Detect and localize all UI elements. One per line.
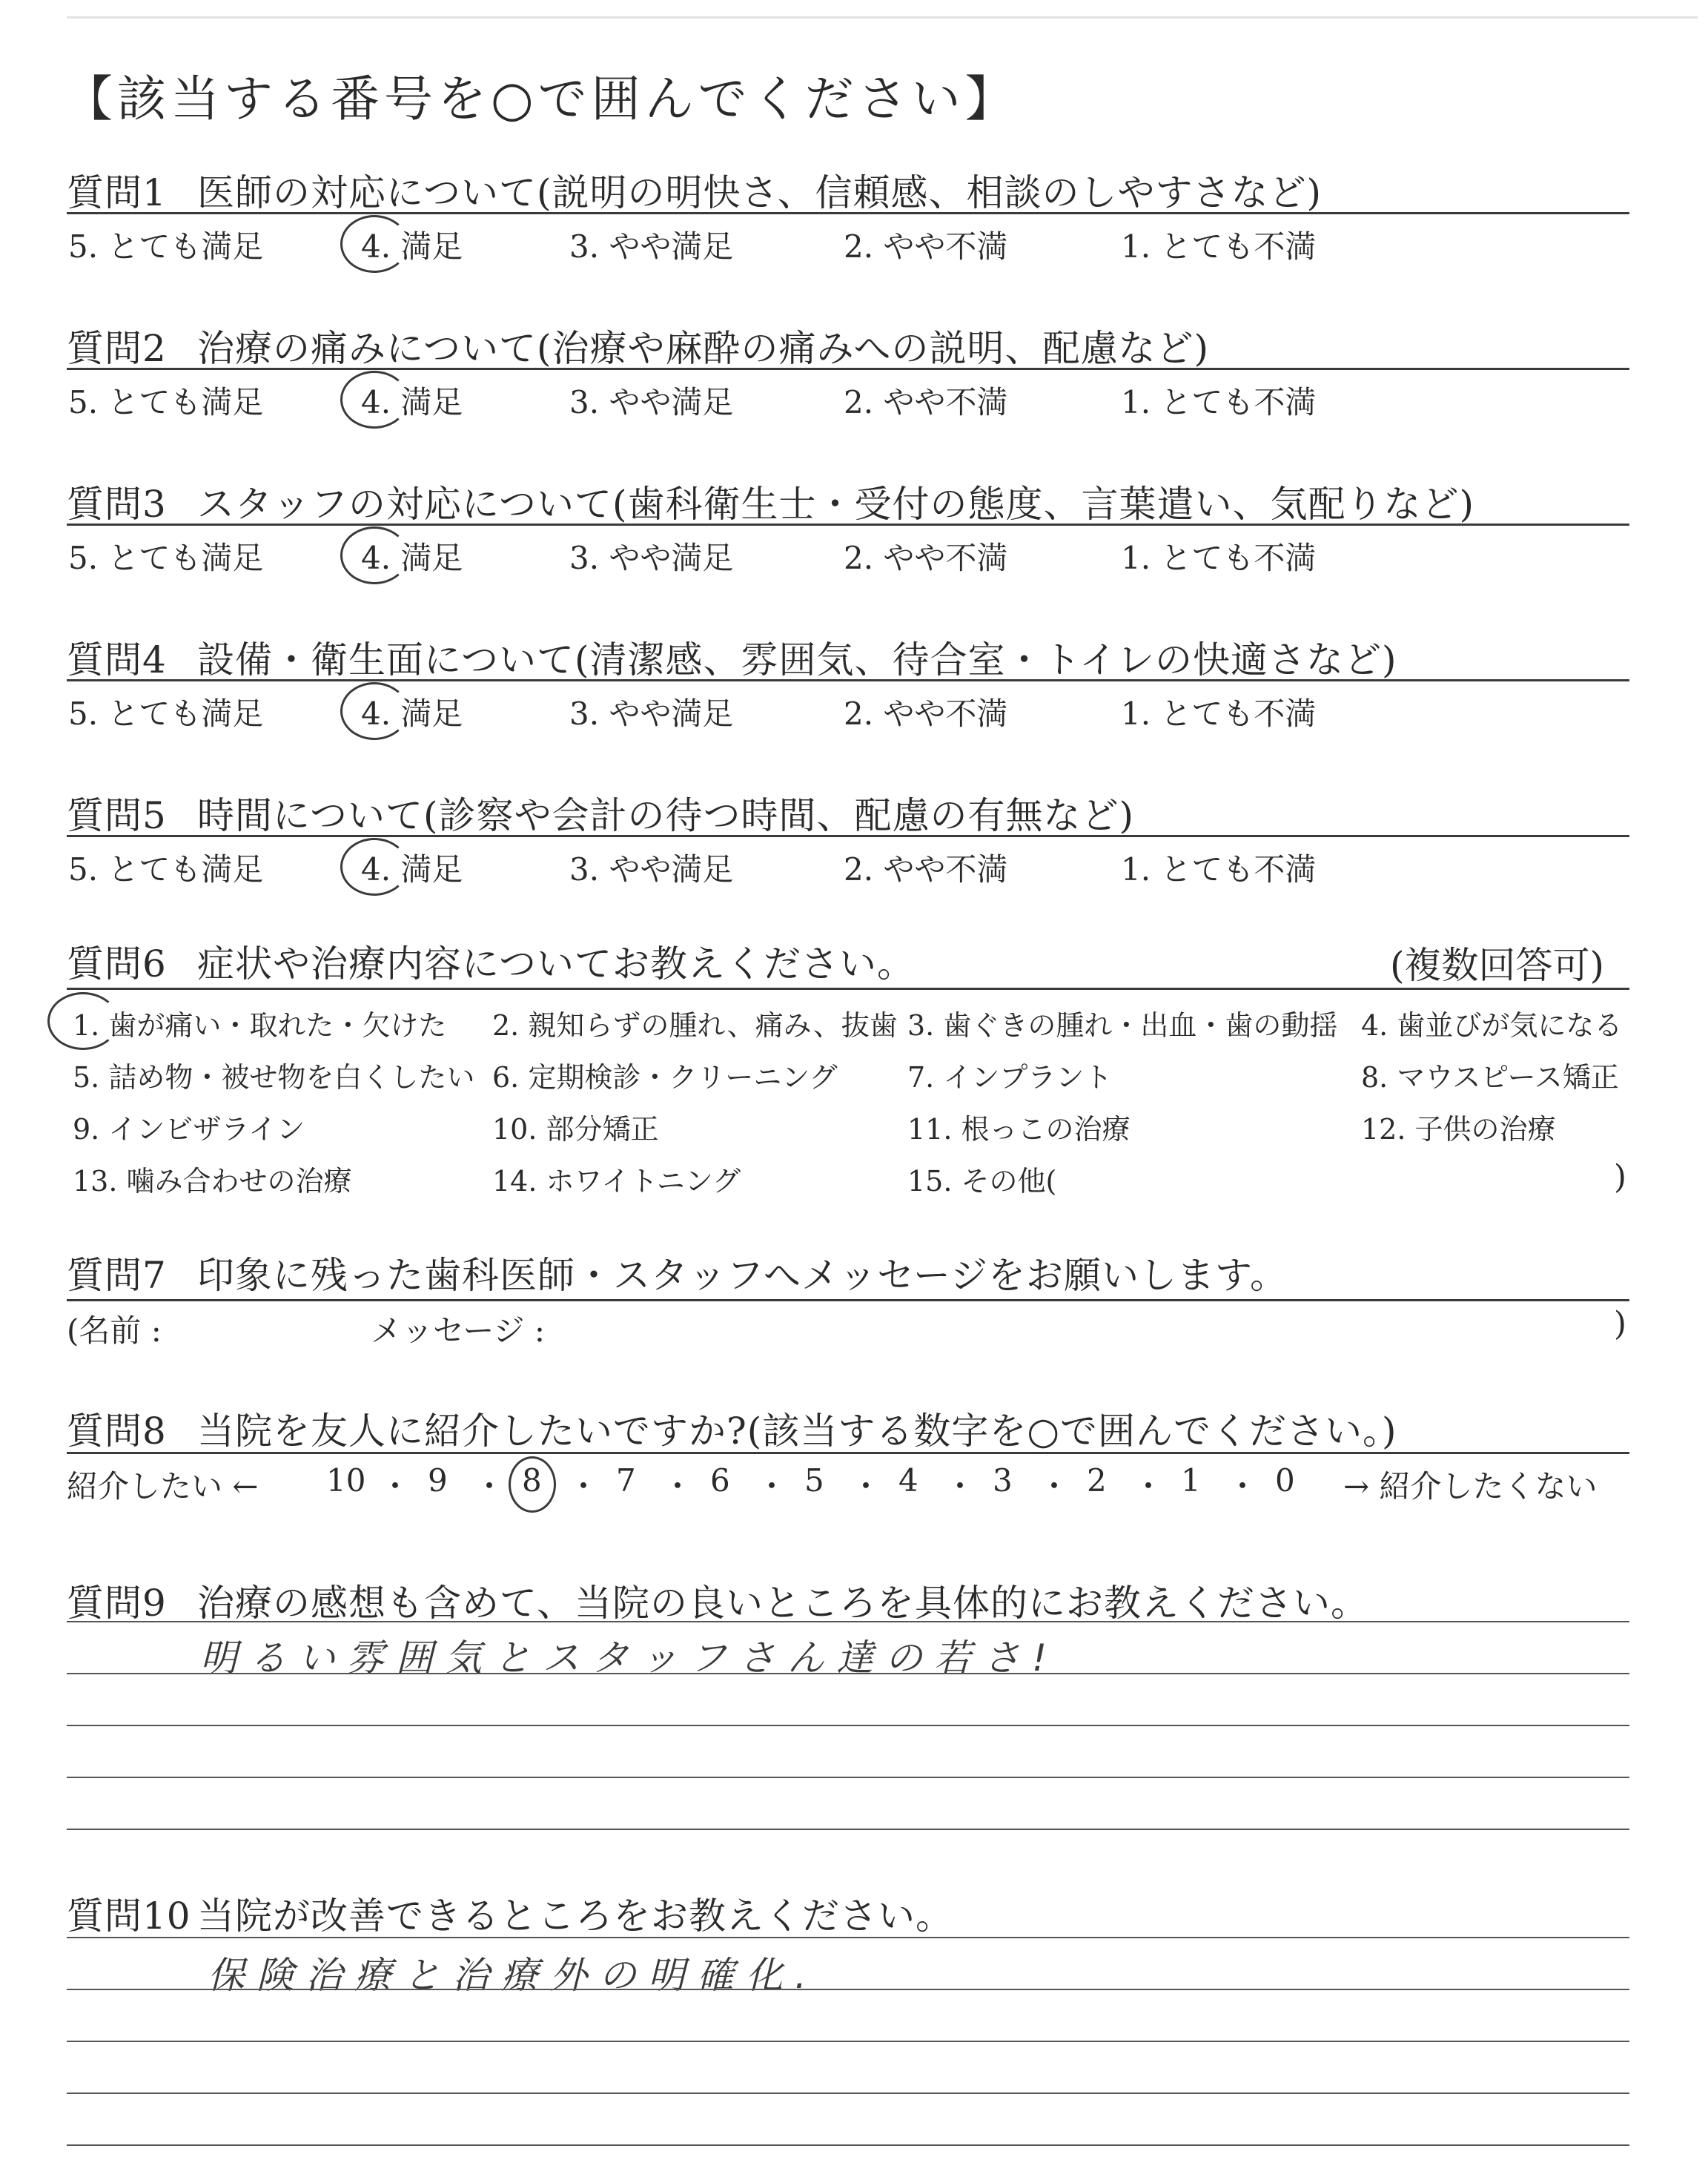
q8-separator-dot: ・ — [568, 1468, 600, 1505]
q4-title — [67, 630, 1397, 684]
q7-title — [67, 1246, 1288, 1299]
q10-line-2 — [67, 1989, 1629, 1990]
q7-close-paren: ) — [1613, 1305, 1626, 1343]
q8-separator-dot: ・ — [474, 1468, 506, 1505]
q10-line-4 — [67, 2093, 1629, 2094]
q6-text: 症状や治療内容についてお教えください。 — [197, 942, 915, 985]
q2-text: 治療の痛みについて(治療や麻酔の痛みへの説明、配慮など) — [197, 327, 1210, 370]
q10-handwritten-answer: 保険治療と治療外の明確化. — [208, 1954, 818, 1997]
q3-number: 質問3 — [67, 483, 167, 526]
q9-line-5 — [67, 1829, 1629, 1830]
q1-title — [67, 163, 1322, 217]
q8-scale-9[interactable]: 9 — [428, 1462, 448, 1499]
q8-scale-0[interactable]: 0 — [1275, 1462, 1295, 1499]
q4-option-2[interactable]: 2. やや不満 — [844, 696, 1008, 732]
q3-option-3[interactable]: 3. やや満足 — [569, 540, 734, 576]
q4-selection-circle — [340, 682, 408, 740]
q9-line-4 — [67, 1777, 1629, 1778]
q3-title — [67, 475, 1474, 528]
q6-number: 質問6 — [67, 942, 167, 985]
q10-line-5 — [67, 2144, 1629, 2146]
q4-option-5[interactable]: 5. とても満足 — [68, 696, 264, 732]
q4-option-4[interactable]: 4. 満足 — [361, 696, 463, 732]
q3-option-5[interactable]: 5. とても満足 — [68, 540, 264, 576]
q5-title — [67, 786, 1134, 839]
q6-option-5[interactable]: 5. 詰め物・被せ物を白くしたい — [73, 1061, 475, 1094]
q7-rule — [67, 1299, 1629, 1301]
q8-separator-dot: ・ — [1133, 1468, 1165, 1505]
q6-option-4[interactable]: 4. 歯並びが気になる — [1361, 1009, 1623, 1042]
q6-note: (複数回答可) — [1389, 944, 1604, 987]
q5-option-2[interactable]: 2. やや不満 — [844, 851, 1008, 888]
q9-handwritten-answer: 明るい雰囲気とスタッフさん達の若さ! — [200, 1636, 1059, 1680]
q6-option-1[interactable]: 1. 歯が痛い・取れた・欠けた — [73, 1009, 447, 1042]
q8-scale-5[interactable]: 5 — [804, 1462, 824, 1499]
q9-line-1 — [67, 1621, 1629, 1622]
q8-scale-3[interactable]: 3 — [993, 1462, 1013, 1499]
q7-name-label: (名前 : — [67, 1312, 162, 1349]
q8-separator-dot: ・ — [944, 1468, 976, 1505]
q2-option-3[interactable]: 3. やや満足 — [569, 384, 734, 420]
q3-rule — [67, 524, 1629, 526]
q7-number: 質問7 — [67, 1254, 167, 1297]
q1-text: 医師の対応について(説明の明快さ、信頼感、相談のしやすさなど) — [197, 171, 1323, 214]
q2-option-5[interactable]: 5. とても満足 — [68, 384, 264, 420]
q2-option-1[interactable]: 1. とても不満 — [1121, 384, 1317, 420]
q6-option-6[interactable]: 6. 定期検診・クリーニング — [492, 1061, 838, 1094]
q5-option-5[interactable]: 5. とても満足 — [68, 851, 264, 888]
q6-option-13[interactable]: 13. 噛み合わせの治療 — [73, 1165, 352, 1198]
q6-rule — [67, 988, 1629, 990]
q1-option-2[interactable]: 2. やや不満 — [844, 228, 1008, 265]
q4-option-1[interactable]: 1. とても不満 — [1121, 696, 1317, 732]
q4-number: 質問4 — [67, 638, 167, 681]
q7-text: 印象に残った歯科医師・スタッフへメッセージをお願いします。 — [197, 1254, 1288, 1297]
q3-text: スタッフの対応について(歯科衛生士・受付の態度、言葉遣い、気配りなど) — [197, 483, 1475, 526]
q6-option-14[interactable]: 14. ホワイトニング — [492, 1165, 741, 1198]
q1-option-1[interactable]: 1. とても不満 — [1121, 228, 1317, 265]
top-divider — [67, 16, 1698, 19]
q3-option-4[interactable]: 4. 満足 — [361, 540, 463, 576]
q8-separator-dot: ・ — [1039, 1468, 1070, 1505]
q8-scale-2[interactable]: 2 — [1087, 1462, 1107, 1499]
q6-option-11[interactable]: 11. 根っこの治療 — [907, 1113, 1131, 1146]
q3-selection-circle — [340, 526, 408, 584]
q8-selection-circle — [509, 1456, 556, 1513]
q8-left-label: 紹介したい ← — [67, 1468, 259, 1505]
q8-scale-7[interactable]: 7 — [616, 1462, 636, 1499]
q9-number: 質問9 — [67, 1582, 167, 1625]
q5-option-1[interactable]: 1. とても不満 — [1121, 851, 1317, 888]
q8-separator-dot: ・ — [850, 1468, 882, 1505]
q6-option-8[interactable]: 8. マウスピース矯正 — [1361, 1061, 1619, 1094]
q8-scale-4[interactable]: 4 — [898, 1462, 918, 1499]
q2-option-2[interactable]: 2. やや不満 — [844, 384, 1008, 420]
q8-number: 質問8 — [67, 1410, 167, 1453]
q8-scale-1[interactable]: 1 — [1181, 1462, 1201, 1499]
q1-option-5[interactable]: 5. とても満足 — [68, 228, 264, 265]
q2-number: 質問2 — [67, 327, 167, 370]
q8-separator-dot: ・ — [380, 1468, 411, 1505]
q10-number: 質問10 — [67, 1895, 191, 1938]
q6-other-close-paren: ) — [1613, 1158, 1626, 1196]
q6-option-12[interactable]: 12. 子供の治療 — [1361, 1113, 1556, 1146]
q1-option-4[interactable]: 4. 満足 — [361, 228, 463, 265]
q8-right-label: → 紹介したくない — [1343, 1468, 1598, 1505]
q8-scale-8[interactable]: 8 — [522, 1462, 542, 1499]
q2-option-4[interactable]: 4. 満足 — [361, 384, 463, 420]
q6-option-9[interactable]: 9. インビザライン — [73, 1113, 305, 1146]
q10-title — [67, 1886, 953, 1940]
q8-scale-10[interactable]: 10 — [326, 1462, 366, 1499]
q6-title — [67, 934, 915, 988]
q1-selection-circle — [340, 215, 408, 273]
q2-title — [67, 319, 1209, 372]
q5-rule — [67, 835, 1629, 837]
q8-scale-6[interactable]: 6 — [710, 1462, 730, 1499]
q9-line-2 — [67, 1673, 1629, 1674]
q6-option-10[interactable]: 10. 部分矯正 — [492, 1113, 659, 1146]
q6-option-7[interactable]: 7. インプラント — [907, 1061, 1113, 1094]
q5-option-3[interactable]: 3. やや満足 — [569, 851, 734, 888]
q6-option-2[interactable]: 2. 親知らずの腫れ、痛み、抜歯 — [492, 1009, 898, 1042]
q4-rule — [67, 679, 1629, 681]
q8-separator-dot: ・ — [1227, 1468, 1259, 1505]
q6-selection-circle — [47, 992, 119, 1050]
q8-title — [67, 1401, 1397, 1455]
q3-option-2[interactable]: 2. やや不満 — [844, 540, 1008, 576]
instruction-heading: 【該当する番号を○で囲んでください】 — [64, 70, 1019, 128]
q10-line-1 — [67, 1937, 1629, 1938]
q1-rule — [67, 212, 1629, 214]
q5-selection-circle — [340, 838, 408, 896]
q1-option-3[interactable]: 3. やや満足 — [569, 228, 734, 265]
q9-title — [67, 1573, 1368, 1627]
q9-text: 治療の感想も含めて、当院の良いところを具体的にお教えください。 — [197, 1582, 1368, 1625]
q7-message-label: メッセージ : — [371, 1312, 545, 1349]
q10-line-3 — [67, 2041, 1629, 2042]
q8-separator-dot: ・ — [756, 1468, 788, 1505]
q5-option-4[interactable]: 4. 満足 — [361, 851, 463, 888]
q5-number: 質問5 — [67, 794, 167, 837]
q1-number: 質問1 — [67, 171, 167, 214]
q6-option-15[interactable]: 15. その他( — [907, 1165, 1057, 1198]
q4-text: 設備・衛生面について(清潔感、雰囲気、待合室・トイレの快適さなど) — [197, 638, 1397, 681]
q8-text: 当院を友人に紹介したいですか?(該当する数字を○で囲んでください。) — [197, 1410, 1397, 1453]
q9-line-3 — [67, 1725, 1629, 1726]
q3-option-1[interactable]: 1. とても不満 — [1121, 540, 1317, 576]
q8-separator-dot: ・ — [662, 1468, 694, 1505]
q6-option-3[interactable]: 3. 歯ぐきの腫れ・出血・歯の動揺 — [907, 1009, 1338, 1042]
q2-rule — [67, 368, 1629, 370]
q2-selection-circle — [340, 371, 408, 429]
q5-text: 時間について(診察や会計の待つ時間、配慮の有無など) — [197, 794, 1135, 837]
q8-rule — [67, 1452, 1629, 1454]
q10-text: 当院が改善できるところをお教えください。 — [197, 1895, 953, 1938]
q4-option-3[interactable]: 3. やや満足 — [569, 696, 734, 732]
